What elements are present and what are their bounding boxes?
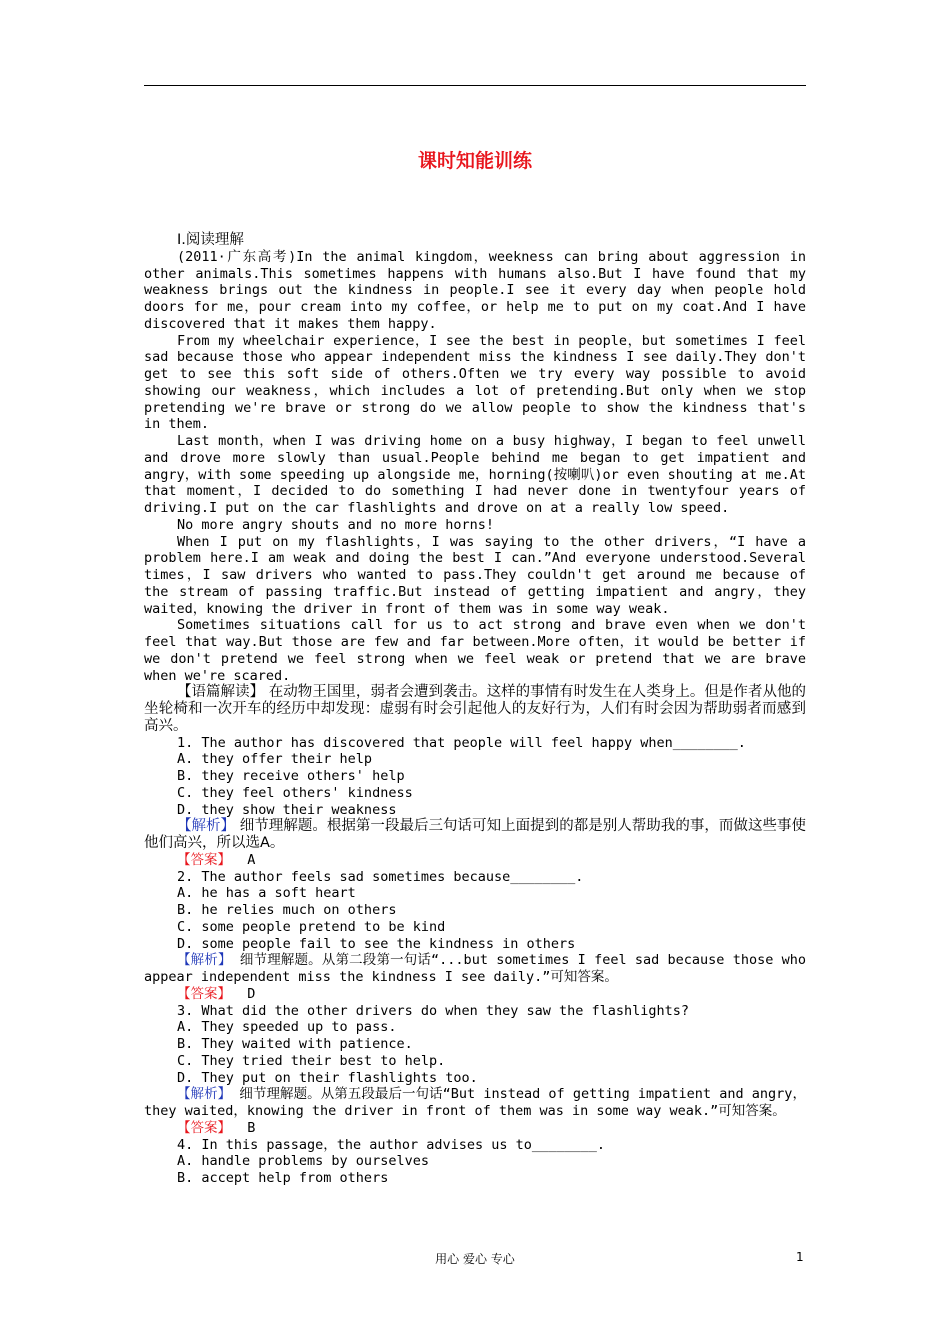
question-2-answer — [144, 986, 806, 1003]
question-2-analysis — [144, 952, 806, 986]
question-2-option-d: D. some people fail to see the kindness in others — [177, 935, 576, 952]
analysis-label: 【解析】 — [177, 1086, 232, 1103]
answer-value: A — [247, 851, 256, 868]
footer-text: 用心 爱心 专心 — [435, 1252, 515, 1266]
question-3-option-a: A. They speeded up to pass. — [177, 1019, 397, 1036]
analysis-label: 【解析】 — [177, 818, 236, 835]
passage-paragraph-3: Last month，when I was driving home on a busy highway，I began to feel unwell and drove more slowly than usual.People behind me began to get impatient and angry，with some speeding up alongside me，horning(按喇叭)or even shouting at me.At that moment，I decided to do something I had never done in twentyfour years of driving.I put on the car flashlights and drove on at a really low speed. — [144, 433, 806, 516]
question-2-option-a: A. he has a soft heart — [177, 885, 356, 902]
document-body — [144, 232, 806, 1187]
page-title: 课时知能训练 — [417, 150, 532, 172]
answer-label: 【答案】 — [177, 985, 231, 1002]
question-2-option-b: B. he relies much on others — [177, 902, 397, 918]
answer-value: B — [247, 1119, 256, 1136]
question-4-stem: 4. In this passage，the author advises us to________. — [177, 1136, 606, 1153]
summary-label: 【语篇解读】 — [177, 684, 265, 701]
analysis-text: 细节理解题。根据第一段最后三句话可知上面提到的都是别人帮助我的事，而做这些事使他们高兴，所以选A。 — [144, 818, 807, 851]
question-1-answer — [144, 852, 806, 869]
question-1-stem: 1. The author has discovered that people will feel happy when________. — [177, 734, 746, 751]
header-rule — [144, 85, 806, 86]
question-1-option-a: A. they offer their help — [177, 751, 373, 768]
question-4-option-b: B. accept help from others — [177, 1170, 389, 1186]
question-3-stem: 3. What did the other drivers do when they saw the flashlights? — [177, 1002, 690, 1019]
summary-text: 在动物王国里，弱者会遭到袭击。这样的事情有时发生在人类身上。但是作者从他的坐轮椅和一次开车的经历中却发现：虚弱有时会引起他人的友好行为，人们有时会因为帮助弱者而感到高兴。 — [144, 684, 807, 734]
page-number: 1 — [796, 1250, 804, 1264]
question-1-option-d: D. they show their weakness — [177, 801, 397, 818]
passage-paragraph-1: (2011·广东高考)In the animal kingdom，weekness can bring about aggression in other animals.This sometimes happens with humans also.But I have found that my weakness brings out the kindness in people.I see it every day when people hold doors for me，pour cream into my coffee，or help me to put on my coat.And I have discovered that it makes them happy. — [144, 248, 806, 332]
question-1-analysis — [144, 818, 806, 852]
passage-paragraph-6: Sometimes situations call for us to act strong and brave even when we don't feel that way.But those are few and far between.More often，it would be better if we don't pretend we feel strong when we feel weak or pretend that we are brave when we're scared. — [144, 617, 806, 684]
question-3-option-d: D. They put on their flashlights too. — [177, 1069, 478, 1086]
analysis-label: 【解析】 — [177, 952, 232, 969]
question-4-option-a: A. handle problems by ourselves — [177, 1153, 429, 1170]
passage-paragraph-2: From my wheelchair experience，I see the best in people，but sometimes I feel sad because those who appear independent miss the kindness I see daily.They don't get to see this soft side of others.Often we try every way possible to avoid showing our weakness，which includes a lot of pretending.But only when we stop pretending we're brave or strong do we allow people to show the kindness that's in them. — [144, 332, 806, 433]
answer-value: D — [247, 985, 256, 1002]
answer-label: 【答案】 — [177, 851, 231, 868]
summary — [144, 684, 806, 734]
answer-label: 【答案】 — [177, 1119, 231, 1136]
passage-paragraph-5: When I put on my flashlights，I was saying to the other drivers，“I have a problem here.I am weak and doing the best I can.”And everyone understood.Several times，I saw drivers who wanted to pass.They couldn't get around me because of the stream of passing traffic.But instead of getting impatient and angry，they waited，knowing the driver in front of them was in some way weak. — [144, 533, 806, 617]
question-3-analysis — [144, 1086, 806, 1120]
question-3-option-c: C. They tried their best to help. — [177, 1052, 446, 1069]
question-3-answer — [144, 1120, 806, 1137]
question-3-option-b: B. They waited with patience. — [177, 1036, 413, 1052]
passage-paragraph-4: No more angry shouts and no more horns! — [177, 516, 494, 533]
question-1-option-b: B. they receive others' help — [177, 768, 405, 784]
analysis-text: 细节理解题。从第五段最后一句话“But instead of getting impatient and angry，they waited，knowing the driver in front of them was in some way weak.”可知答案。 — [144, 1086, 806, 1119]
analysis-text: 细节理解题。从第二段第一句话“...but sometimes I feel sad because those who appear independent miss the kindness I see daily.”可知答案。 — [144, 952, 806, 985]
question-2-stem: 2. The author feels sad sometimes because________. — [177, 868, 584, 885]
question-1-option-c: C. they feel others' kindness — [177, 784, 413, 801]
question-2-option-c: C. some people pretend to be kind — [177, 918, 446, 935]
section-heading: Ⅰ.阅读理解 — [177, 232, 244, 248]
